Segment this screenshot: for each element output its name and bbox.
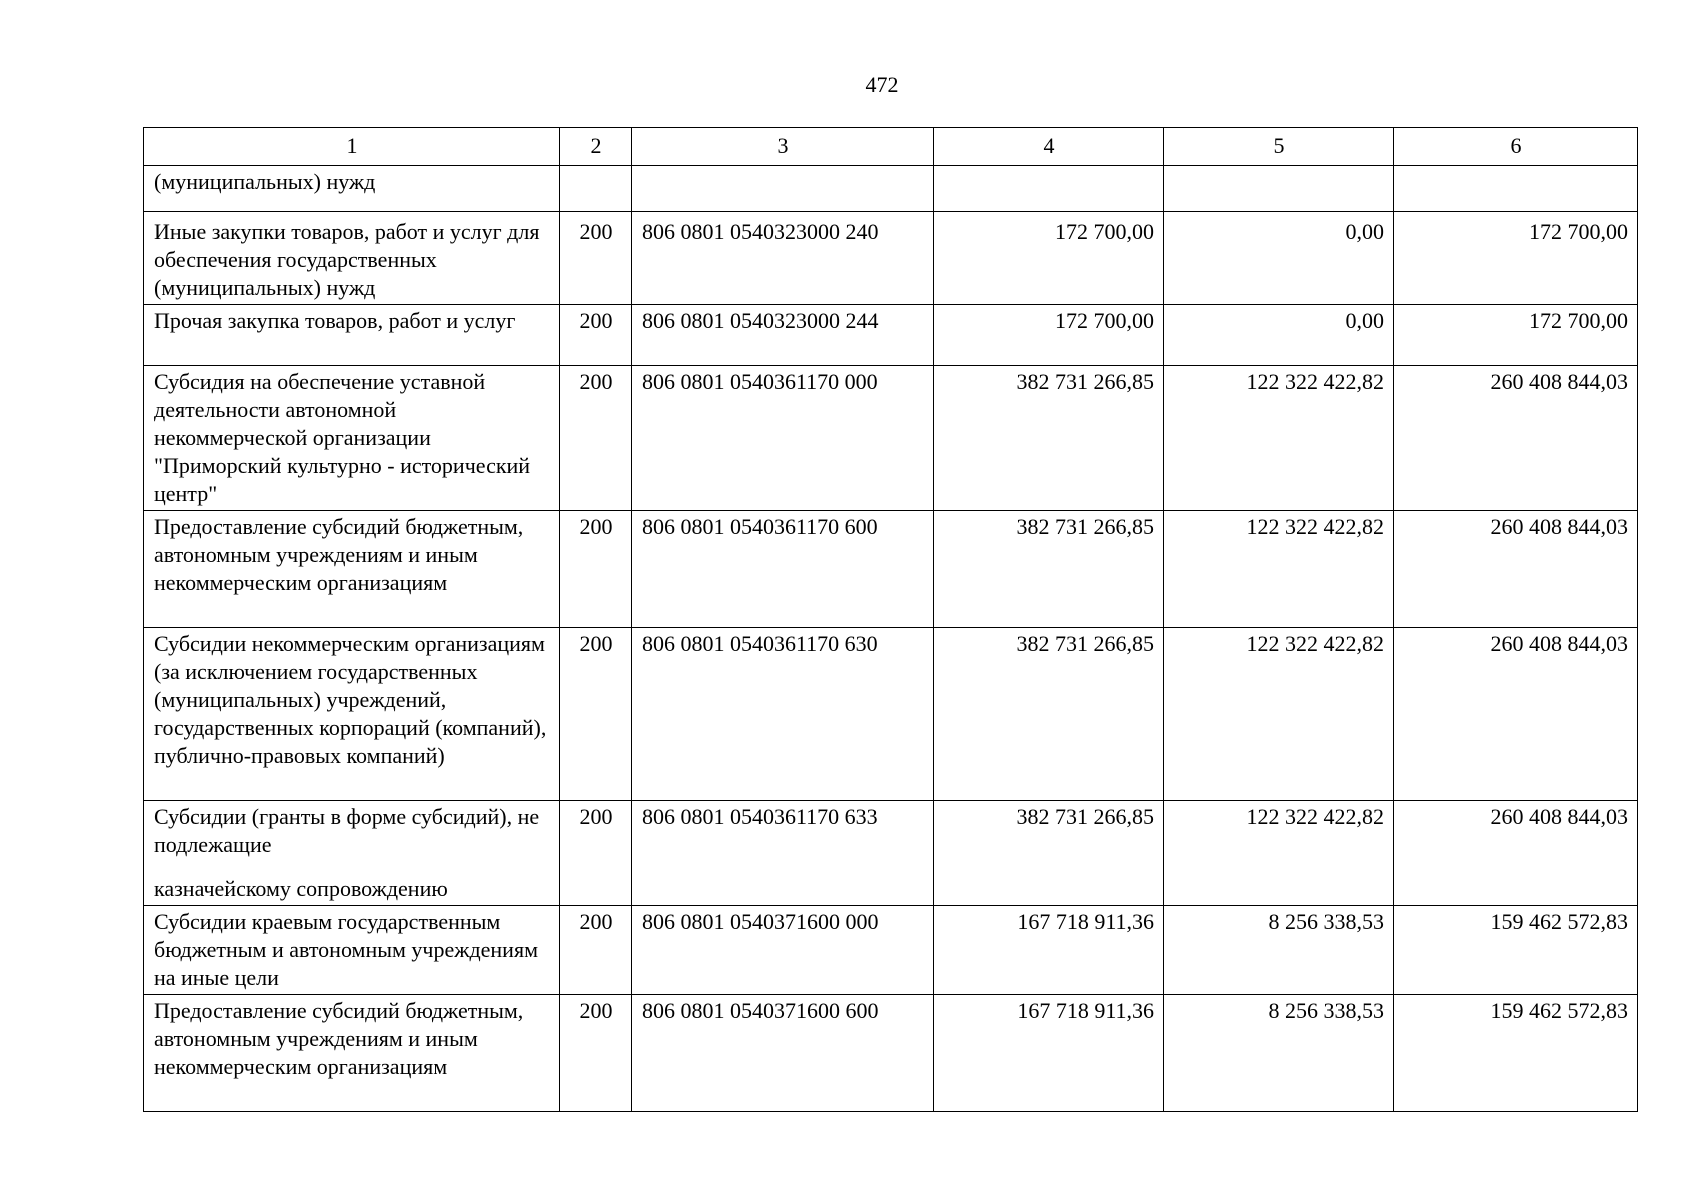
row-csr: 806 0801 0540361170 000 xyxy=(632,366,934,511)
header-cell: 2 xyxy=(560,128,632,166)
row-name: (муниципальных) нужд xyxy=(144,166,560,212)
row-code: 200 xyxy=(560,511,632,628)
row-code: 200 xyxy=(560,628,632,801)
row-csr xyxy=(632,166,934,212)
row-code: 200 xyxy=(560,212,632,305)
row-code: 200 xyxy=(560,801,632,906)
row-col5: 0,00 xyxy=(1164,212,1394,305)
spacer xyxy=(154,859,550,875)
row-col5 xyxy=(1164,166,1394,212)
table-row xyxy=(144,366,1638,511)
row-col4: 382 731 266,85 xyxy=(934,801,1164,906)
row-code xyxy=(560,166,632,212)
row-col5: 0,00 xyxy=(1164,305,1394,366)
row-name-part: казначейскому сопровождению xyxy=(154,876,448,901)
row-col4: 167 718 911,36 xyxy=(934,906,1164,995)
table-row xyxy=(144,305,1638,366)
row-col6: 159 462 572,83 xyxy=(1394,995,1638,1112)
row-col6: 260 408 844,03 xyxy=(1394,511,1638,628)
row-code: 200 xyxy=(560,305,632,366)
row-col6: 172 700,00 xyxy=(1394,212,1638,305)
row-col5: 122 322 422,82 xyxy=(1164,366,1394,511)
row-csr: 806 0801 0540361170 600 xyxy=(632,511,934,628)
row-name: Прочая закупка товаров, работ и услуг xyxy=(144,305,560,366)
row-col6: 260 408 844,03 xyxy=(1394,628,1638,801)
row-col5: 122 322 422,82 xyxy=(1164,628,1394,801)
header-cell: 5 xyxy=(1164,128,1394,166)
page-number: 472 xyxy=(865,72,899,97)
row-col6: 172 700,00 xyxy=(1394,305,1638,366)
budget-table xyxy=(143,127,1638,1112)
row-csr: 806 0801 0540361170 630 xyxy=(632,628,934,801)
row-code: 200 xyxy=(560,995,632,1112)
row-col5: 8 256 338,53 xyxy=(1164,995,1394,1112)
row-name: Предоставление субсидий бюджетным, автономным учреждениям и иным некоммерческим организациям xyxy=(144,511,560,628)
row-col6 xyxy=(1394,166,1638,212)
row-col4 xyxy=(934,166,1164,212)
row-name-part: Субсидии (гранты в форме субсидий), не подлежащие xyxy=(154,804,540,857)
row-csr: 806 0801 0540371600 000 xyxy=(632,906,934,995)
row-code: 200 xyxy=(560,906,632,995)
row-col4: 172 700,00 xyxy=(934,305,1164,366)
row-col5: 122 322 422,82 xyxy=(1164,511,1394,628)
row-name: Субсидии некоммерческим организациям (за исключением государственных (муниципальных) учреждений, государственных корпораций (компаний), публично-правовых компаний) xyxy=(144,628,560,801)
row-col5: 8 256 338,53 xyxy=(1164,906,1394,995)
row-code: 200 xyxy=(560,366,632,511)
row-col6: 260 408 844,03 xyxy=(1394,801,1638,906)
row-col4: 382 731 266,85 xyxy=(934,628,1164,801)
row-col4: 382 731 266,85 xyxy=(934,511,1164,628)
table-row xyxy=(144,906,1638,995)
header-cell: 6 xyxy=(1394,128,1638,166)
row-csr: 806 0801 0540323000 244 xyxy=(632,305,934,366)
row-name xyxy=(144,801,560,906)
row-csr: 806 0801 0540371600 600 xyxy=(632,995,934,1112)
row-col4: 172 700,00 xyxy=(934,212,1164,305)
row-name: Субсидия на обеспечение уставной деятельности автономной некоммерческой организации "Приморский культурно - исторический центр" xyxy=(144,366,560,511)
header-cell: 1 xyxy=(144,128,560,166)
table-row xyxy=(144,628,1638,801)
header-cell: 4 xyxy=(934,128,1164,166)
table-row xyxy=(144,995,1638,1112)
table-row xyxy=(144,212,1638,305)
row-name: Иные закупки товаров, работ и услуг для обеспечения государственных (муниципальных) нужд xyxy=(144,212,560,305)
table-row xyxy=(144,166,1638,212)
row-col4: 167 718 911,36 xyxy=(934,995,1164,1112)
header-cell: 3 xyxy=(632,128,934,166)
row-col5: 122 322 422,82 xyxy=(1164,801,1394,906)
table-header-row xyxy=(144,128,1638,166)
row-name: Предоставление субсидий бюджетным, автономным учреждениям и иным некоммерческим организациям xyxy=(144,995,560,1112)
row-col6: 159 462 572,83 xyxy=(1394,906,1638,995)
row-name: Субсидии краевым государственным бюджетным и автономным учреждениям на иные цели xyxy=(144,906,560,995)
row-col6: 260 408 844,03 xyxy=(1394,366,1638,511)
row-col4: 382 731 266,85 xyxy=(934,366,1164,511)
row-csr: 806 0801 0540323000 240 xyxy=(632,212,934,305)
table-row xyxy=(144,801,1638,906)
row-csr: 806 0801 0540361170 633 xyxy=(632,801,934,906)
table-row xyxy=(144,511,1638,628)
